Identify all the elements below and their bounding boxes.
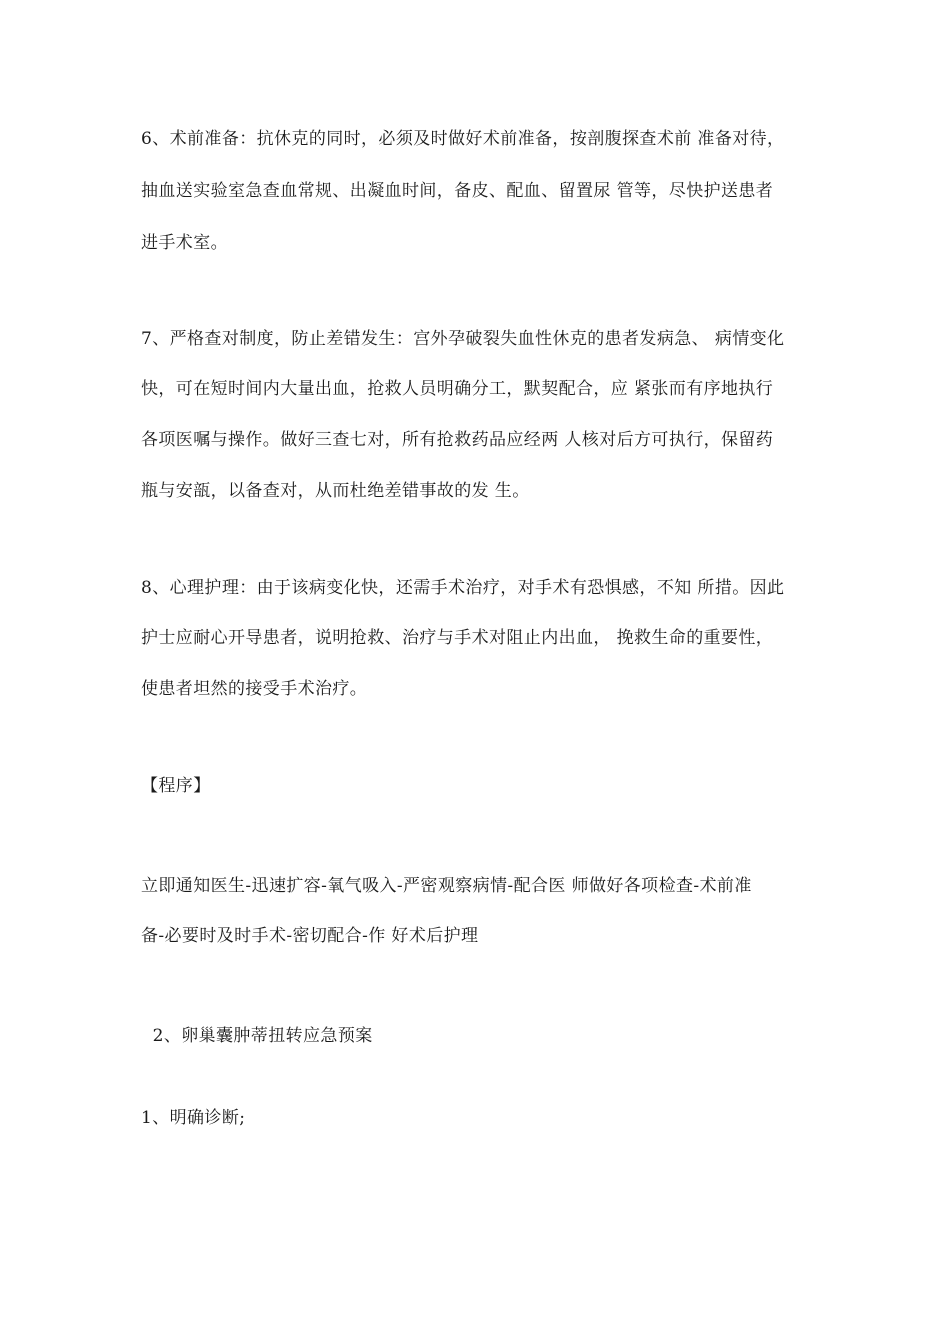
list-item: 1、明确诊断; xyxy=(141,1108,246,1128)
text-line: 7、严格查对制度，防止差错发生：宫外孕破裂失血性休克的患者发病急、 病情变化 xyxy=(141,329,785,349)
text-line: 8、心理护理：由于该病变化快，还需手术治疗，对手术有恐惧感，不知 所措。因此 xyxy=(141,578,785,598)
text-line: 各项医嘱与操作。做好三查七对，所有抢救药品应经两 人核对后方可执行，保留药 xyxy=(141,430,774,450)
subsection-heading: 2、卵巢囊肿蒂扭转应急预案 xyxy=(141,1026,373,1046)
text-line: 瓶与安瓿，以备查对，从而杜绝差错事故的发 生。 xyxy=(141,481,530,501)
text-line: 进手术室。 xyxy=(141,233,228,253)
text-line: 6、术前准备：抗休克的同时，必须及时做好术前准备，按剖腹探查术前 准备对待， xyxy=(141,129,785,149)
text-line: 护士应耐心开导患者，说明抢救、治疗与手术对阻止内出血， 挽救生命的重要性， xyxy=(141,628,774,648)
text-line: 立即通知医生-迅速扩容-氧气吸入-严密观察病情-配合医 师做好各项检查-术前准 xyxy=(141,876,752,896)
text-line: 使患者坦然的接受手术治疗。 xyxy=(141,679,368,699)
text-line: 备-必要时及时手术-密切配合-作 好术后护理 xyxy=(141,926,479,946)
text-line: 快，可在短时间内大量出血，抢救人员明确分工，默契配合，应 紧张而有序地执行 xyxy=(141,379,774,399)
section-heading: 【程序】 xyxy=(141,776,211,796)
text-line: 抽血送实验室急查血常规、出凝血时间，备皮、配血、留置尿 管等，尽快护送患者 xyxy=(141,181,774,201)
